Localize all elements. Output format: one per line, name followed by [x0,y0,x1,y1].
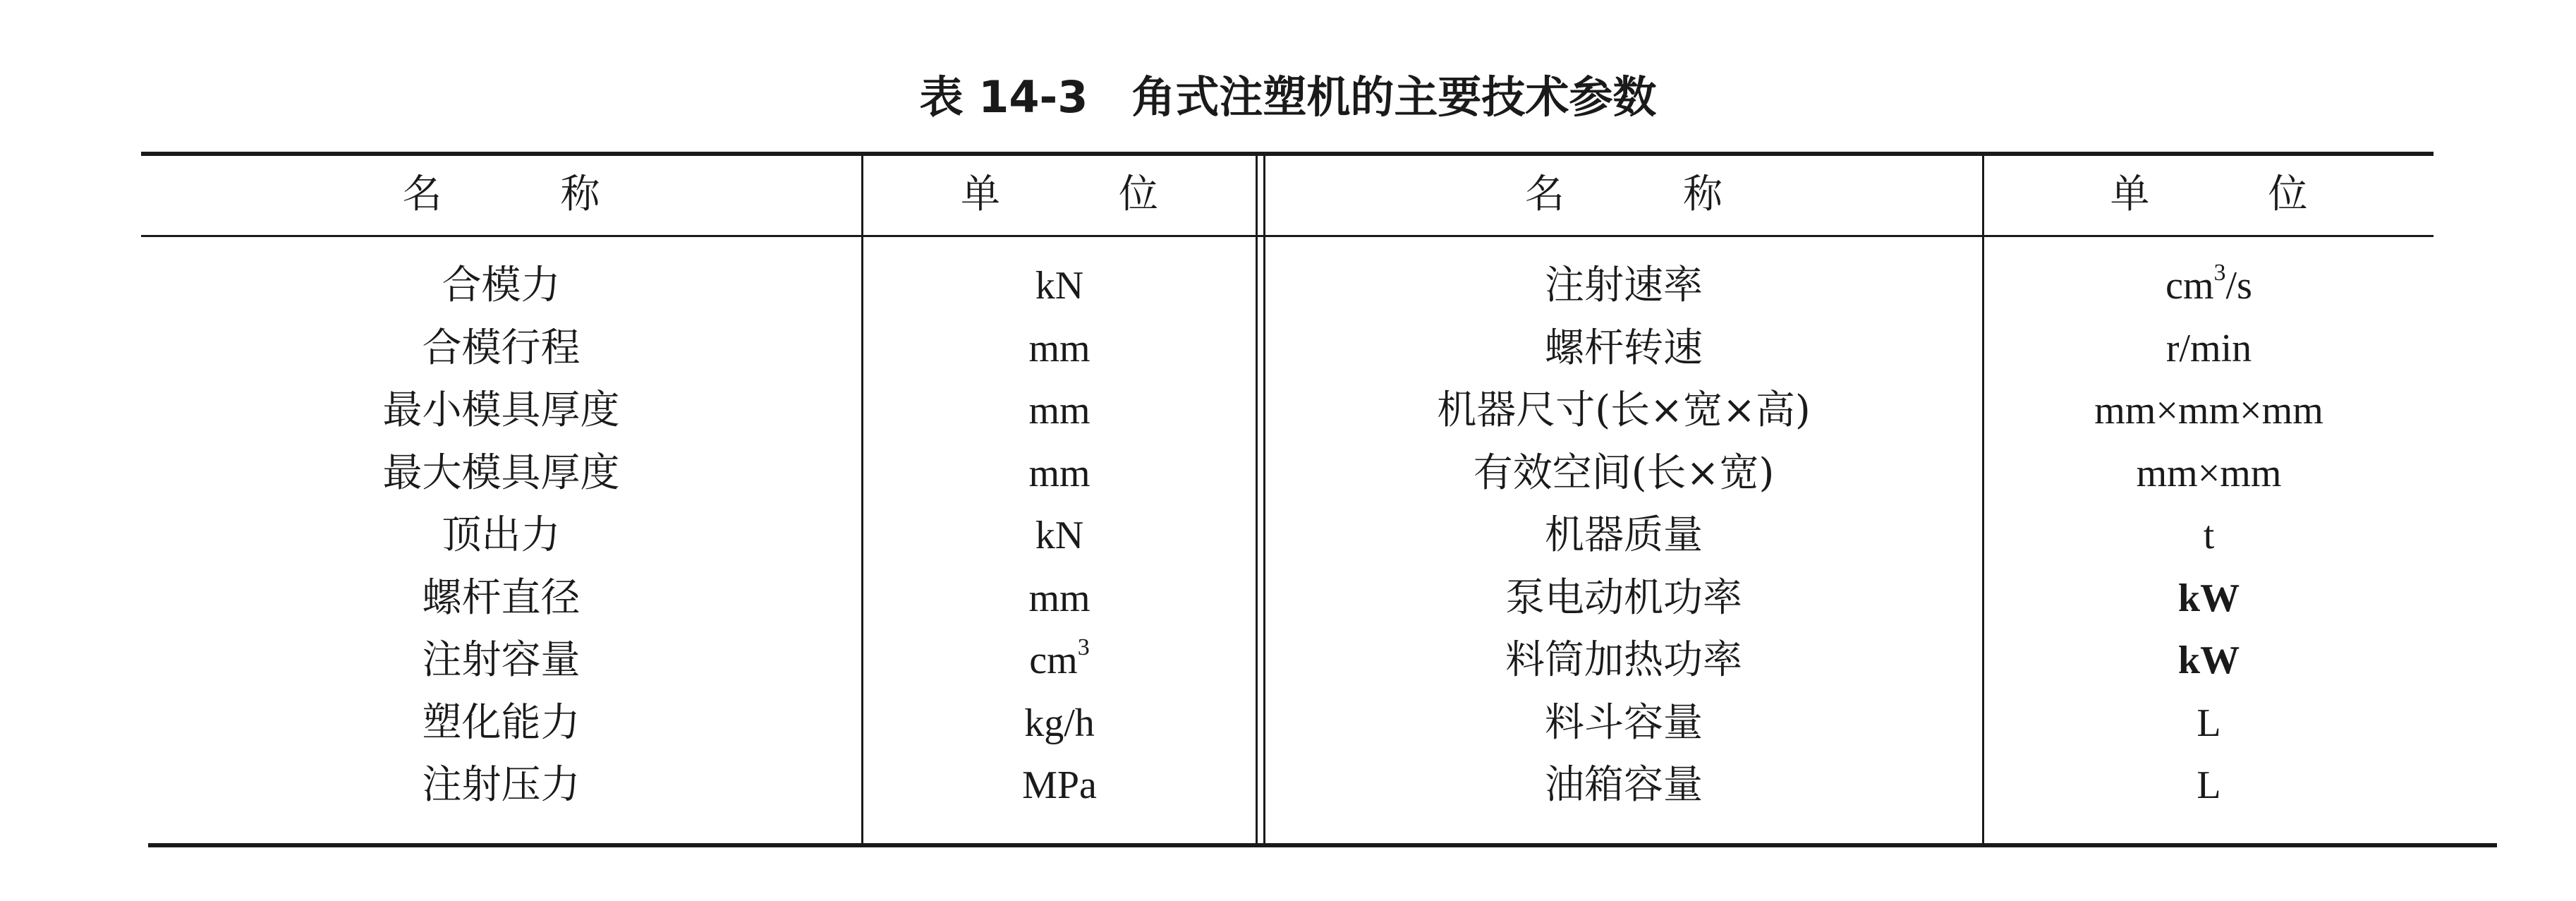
table-row-unit-right: L [2197,701,2221,745]
unit-tail: /s [2225,264,2252,308]
table-row-unit-right: t [2203,514,2215,557]
table-row-name-right: 螺杆转速 [1545,325,1703,371]
table-row-unit-right: L [2197,763,2221,807]
table-row-name-left: 塑化能力 [422,700,581,746]
table-row-unit-left: mm [1028,452,1090,495]
table-row-name-right: 机器质量 [1545,512,1703,558]
top-rule [141,152,2434,156]
table-row-unit-right: kW [2177,639,2240,682]
table-row-unit-right: kW [2177,576,2240,620]
table-row-name-right: 注射速率 [1545,262,1703,308]
table-title: 表 14-3 角式注塑机的主要技术参数 [919,71,1657,123]
table-row-unit-left: kg/h [1024,701,1095,745]
header-unit-right: 单 位 [2110,171,2308,217]
table-row-unit-right: mm×mm×mm [2094,389,2323,433]
table-row-name-right: 有效空间(长×宽) [1473,450,1775,496]
table-row-unit-left: mm [1028,327,1090,370]
table-row-name-left: 最小模具厚度 [382,387,620,433]
table-row-unit-left: mm [1028,576,1090,620]
table-row-name-left: 合模力 [442,262,561,308]
unit-superscript: 3 [1077,634,1090,661]
table-row-name-left: 顶出力 [442,512,561,558]
table-row-unit-left: kN [1035,264,1084,308]
header-name-right: 名 称 [1525,171,1723,217]
unit-base: cm [2165,264,2214,308]
table-row-name-right: 油箱容量 [1545,762,1703,808]
table-row-name-left: 注射容量 [422,637,581,683]
table-row-unit-right: r/min [2165,327,2252,370]
unit-superscript: 3 [2213,260,2226,286]
table-row-name-right: 机器尺寸(长×宽×高) [1437,387,1811,433]
header-rule [141,235,2434,237]
header-name-left: 名 称 [402,171,600,217]
table-row-unit-left: MPa [1022,763,1097,807]
table-row-unit-left [863,634,1256,683]
unit-base: cm [1029,639,1078,682]
table-row-unit-left: kN [1035,514,1084,557]
table-row-name-right: 料筒加热功率 [1505,637,1742,683]
header-unit-left: 单 位 [961,171,1158,217]
bottom-rule [148,843,2497,847]
table-row-name-left: 最大模具厚度 [382,450,620,496]
table-row-unit-left: mm [1028,389,1090,433]
table-row-name-right: 泵电动机功率 [1505,575,1742,621]
table-row-name-left: 螺杆直径 [422,575,581,621]
table-row-unit-right: mm×mm [2136,452,2282,495]
table-row-unit-right [1984,260,2434,308]
table-row-name-right: 料斗容量 [1545,700,1703,746]
table-row-name-left: 注射压力 [422,762,581,808]
center-double-divider-a [1256,156,1258,843]
table-row-name-left: 合模行程 [422,325,581,371]
